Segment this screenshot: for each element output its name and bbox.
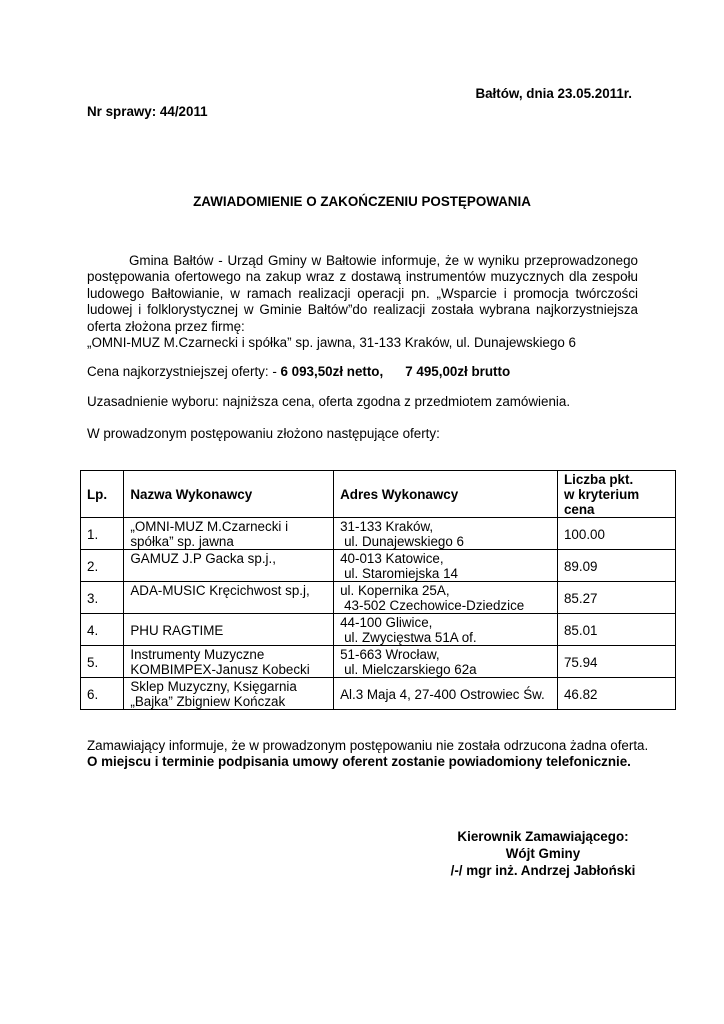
- cell-lp: 2.: [81, 550, 124, 582]
- name-line: spółka” sp. jawna: [130, 534, 234, 549]
- cell-score: 100.00: [557, 518, 675, 550]
- closing-notice: O miejscu i terminie podpisania umowy oferent zostanie powiadomiony telefonicznie.: [87, 754, 631, 770]
- address-line: ul. Mielczarskiego 62a: [344, 662, 477, 677]
- winning-offer: „OMNI-MUZ M.Czarnecki i spółka” sp. jawna, 31-133 Kraków, ul. Dunajewskiego 6: [87, 335, 576, 351]
- cell-lp: 1.: [81, 518, 124, 550]
- document-title: ZAWIADOMIENIE O ZAKOŃCZENIU POSTĘPOWANIA: [193, 194, 531, 209]
- name-line: GAMUZ J.P Gacka sp.j.,: [130, 551, 276, 566]
- table-row: [81, 550, 676, 582]
- cell-lp: 3.: [81, 582, 124, 614]
- case-number: Nr sprawy: 44/2011: [87, 104, 208, 119]
- table-row: [81, 646, 676, 678]
- cell-score: 89.09: [557, 550, 675, 582]
- table-row: [81, 678, 676, 710]
- cell-name: [124, 582, 334, 614]
- cell-score: 85.01: [557, 614, 675, 646]
- cell-address: [334, 614, 558, 646]
- cell-address: [334, 550, 558, 582]
- address-line: 44-100 Gliwice,: [340, 615, 433, 630]
- cell-name: [124, 550, 334, 582]
- name-line: Sklep Muzyczny, Księgarnia: [130, 679, 297, 694]
- price-gross: 7 495,00zł brutto: [405, 364, 511, 379]
- address-line: ul. Staromiejska 14: [344, 566, 458, 581]
- offers-intro: W prowadzonym postępowaniu złożono następujące oferty:: [87, 426, 440, 441]
- document-date: Bałtów, dnia 23.05.2011r.: [475, 86, 632, 101]
- header-score-line: w kryterium: [563, 486, 640, 502]
- address-line: Al.3 Maja 4, 27-400 Ostrowiec Św.: [340, 686, 545, 702]
- closing-section: [87, 738, 667, 771]
- signature-block: [450, 828, 636, 879]
- header-score-line: Liczba pkt.: [563, 471, 634, 487]
- table-row: [81, 518, 676, 550]
- cell-name: [124, 678, 334, 710]
- header-address: Adres Wykonawcy: [334, 471, 558, 518]
- cell-name: [124, 646, 334, 678]
- name-line: ADA-MUSIC Kręcichwost sp.j,: [130, 583, 310, 598]
- address-line: 31-133 Kraków,: [340, 519, 434, 534]
- justification: Uzasadnienie wyboru: najniższa cena, oferta zgodna z przedmiotem zamówienia.: [87, 394, 571, 409]
- name-line: „Bajka” Zbigniew Kończak: [130, 694, 286, 709]
- offers-table: [80, 470, 676, 710]
- cell-name: [124, 614, 334, 646]
- header-score-line: cena: [563, 501, 595, 517]
- name-line: PHU RAGTIME: [130, 622, 224, 638]
- price-label: Cena najkorzystniejszej oferty: -: [87, 364, 281, 379]
- cell-score: 85.27: [557, 582, 675, 614]
- address-line: 43-502 Czechowice-Dziedzice: [344, 598, 525, 613]
- cell-score: 46.82: [557, 678, 675, 710]
- cell-lp: 6.: [81, 678, 124, 710]
- address-line: 40-013 Katowice,: [340, 551, 444, 566]
- name-line: „OMNI-MUZ M.Czarnecki i: [130, 519, 289, 534]
- name-line: Instrumenty Muzyczne: [130, 647, 265, 662]
- header-name: Nazwa Wykonawcy: [124, 471, 334, 518]
- header-lp: Lp.: [81, 471, 124, 518]
- header-score: [557, 471, 675, 518]
- signature-role: Kierownik Zamawiającego:: [457, 829, 629, 844]
- signature-name: /-/ mgr inż. Andrzej Jabłoński: [450, 863, 636, 878]
- cell-address: [334, 582, 558, 614]
- cell-address: [334, 678, 558, 710]
- address-line: ul. Dunajewskiego 6: [344, 534, 464, 549]
- cell-score: 75.94: [557, 646, 675, 678]
- cell-lp: 5.: [81, 646, 124, 678]
- closing-info: Zamawiający informuje, że w prowadzonym postępowaniu nie została odrzucona żadna oferta.: [87, 738, 649, 753]
- address-line: 51-663 Wrocław,: [340, 647, 440, 662]
- table-row: [81, 582, 676, 614]
- cell-address: [334, 646, 558, 678]
- table-header-row: [81, 471, 676, 518]
- address-line: ul. Kopernika 25A,: [340, 583, 450, 598]
- intro-paragraph: Gmina Bałtów - Urząd Gminy w Bałtowie informuje, że w wyniku przeprowadzonego postępowania ofertowego na zakup wraz z dostawą instrumentów muzycznych dla zespołu ludowego Bałtowianie, w ramach realizacji operacji pn. „Wsparcie i promocja twórczości ludowej i folklorystycznej w Gminie Bałtów”do realizacji została wybrana najkorzystniejsza oferta złożona przez firmę:: [87, 253, 638, 334]
- cell-name: [124, 518, 334, 550]
- address-line: ul. Zwycięstwa 51A of.: [344, 630, 477, 645]
- cell-address: [334, 518, 558, 550]
- price-net: 6 093,50zł netto,: [280, 364, 384, 379]
- table-row: [81, 614, 676, 646]
- signature-title: Wójt Gminy: [505, 846, 581, 861]
- best-price-line: [87, 364, 510, 379]
- cell-lp: 4.: [81, 614, 124, 646]
- intro-section: [87, 253, 638, 351]
- name-line: KOMBIMPEX-Janusz Kobecki: [130, 662, 310, 677]
